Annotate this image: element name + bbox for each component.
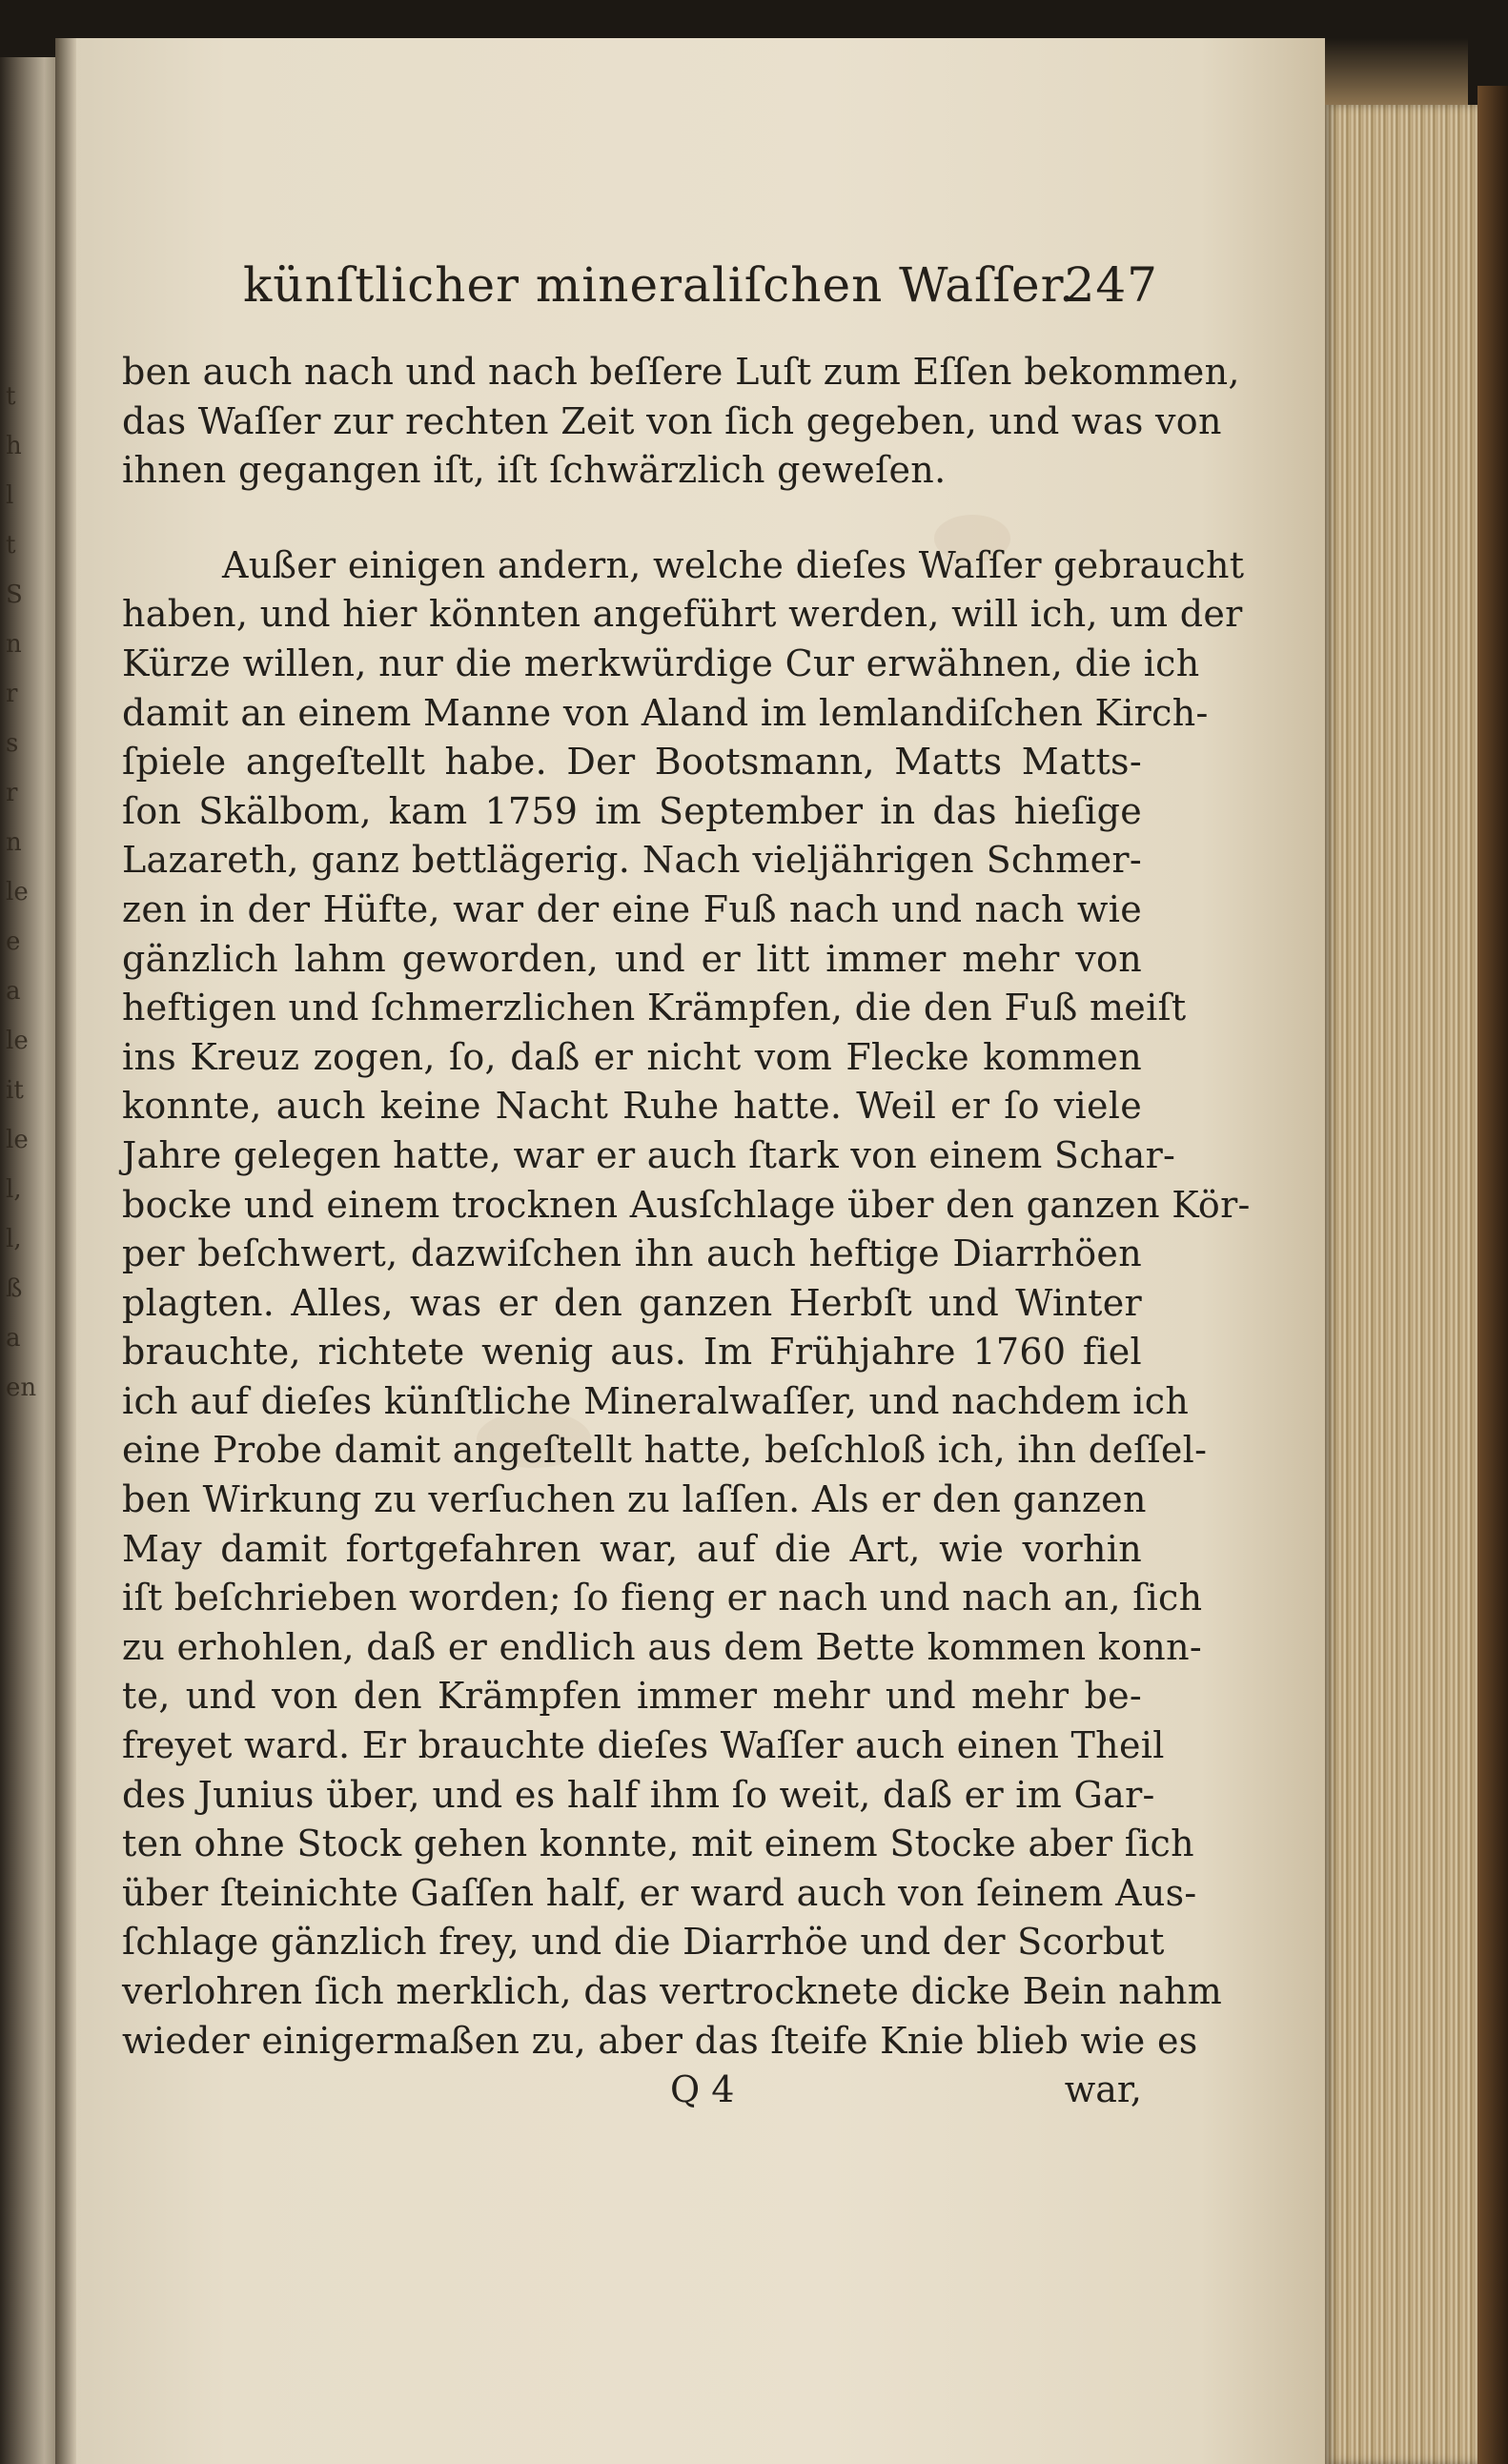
stacked-page-edges [1325, 105, 1477, 2464]
page-footer [122, 2068, 1142, 2126]
text-line: über ſteinichte Gaſſen half, er ward auch von ſeinem Aus- [122, 1871, 1197, 1914]
text-line: te, und von den Krämpfen immer mehr und mehr be- [122, 1675, 1142, 1718]
paragraph-2 [122, 541, 1251, 2066]
text-line: ſpiele angeſtellt habe. Der Bootsmann, Matts Matts- [122, 741, 1142, 784]
previous-page-edge [0, 57, 55, 2464]
text-line: das Waſſer zur rechten Zeit von ſich gegeben, und was von [122, 399, 1222, 442]
book-gutter [55, 38, 76, 2464]
text-line: Jahre gelegen hatte, war er auch ſtark von einem Schar- [122, 1133, 1176, 1176]
paragraph-gap [122, 496, 1142, 541]
paragraph-1 [122, 348, 1240, 496]
text-line: brauchte, richtete wenig aus. Im Frühjahre 1760 fiel [122, 1331, 1142, 1374]
text-line: des Junius über, und es half ihm ſo weit, daß er im Gar- [122, 1773, 1155, 1816]
text-line: gänzlich lahm geworden, und er litt immer mehr von [122, 937, 1142, 980]
text-line: ben Wirkung zu verſuchen zu laſſen. Als er den ganzen [122, 1478, 1147, 1521]
text-line: wieder einigermaßen zu, aber das ſteife Knie blieb wie es [122, 2019, 1198, 2062]
book-cover-edge [1477, 86, 1508, 2464]
text-line: plagten. Alles, was er den ganzen Herbſt und Winter [122, 1281, 1142, 1324]
text-line: verlohren ſich merklich, das vertrocknete dicke Bein nahm [122, 1970, 1223, 2012]
text-line: Lazareth, ganz bettlägerig. Nach vieljährigen Schmer- [122, 839, 1142, 882]
text-line: konnte, auch keine Nacht Ruhe hatte. Weil er ſo viele [122, 1085, 1142, 1128]
text-line: ben auch nach und nach beſſere Luſt zum Eſſen bekommen, [122, 351, 1240, 393]
running-head [243, 257, 1158, 324]
text-line: Außer einigen andern, welche dieſes Waſſer gebraucht [222, 543, 1245, 586]
text-line: per beſchwert, dazwiſchen ihn auch heftige Diarrhöen [122, 1232, 1142, 1275]
text-line: heftigen und ſchmerzlichen Krämpfen, die den Fuß meiſt [122, 987, 1187, 1029]
page-number: 247 [1064, 257, 1158, 313]
catchword: war, [1064, 2068, 1142, 2110]
text-line: ich auf dieſes künſtliche Mineralwaſſer, und nachdem ich [122, 1379, 1190, 1422]
text-line: haben, und hier könnten angeführt werden, will ich, um der [122, 593, 1243, 636]
text-line: Kürze willen, nur die merkwürdige Cur erwähnen, die ich [122, 641, 1200, 684]
text-line: zen in der Hüfte, war der eine Fuß nach und nach wie [122, 887, 1142, 930]
text-line: iſt beſchrieben worden; ſo fieng er nach und nach an, ſich [122, 1577, 1203, 1619]
text-line: zu erhohlen, daß er endlich aus dem Bette kommen konn- [122, 1625, 1202, 1668]
text-line: bocke und einem trocknen Ausſchlage über den ganzen Kör- [122, 1183, 1251, 1226]
previous-page-text-fragment: t h l t S n r s r n le e a le it le l, l, ß a en [6, 382, 37, 1402]
running-title: künſtlicher mineraliſchen Waſſer. [243, 257, 1075, 313]
text-line: eine Probe damit angeſtellt hatte, beſchloß ich, ihn deſſel- [122, 1429, 1208, 1472]
signature-mark: Q 4 [670, 2068, 735, 2110]
text-line: freyet ward. Er brauchte dieſes Waſſer auch einen Theil [122, 1724, 1165, 1767]
text-line: damit an einem Manne von Aland im lemlandiſchen Kirch- [122, 691, 1209, 734]
text-line: ten ohne Stock gehen konnte, mit einem Stocke aber ſich [122, 1823, 1194, 1865]
text-line: ihnen gegangen iſt, iſt ſchwärzlich geweſen. [122, 449, 947, 492]
page-edge-top-shadow [1325, 38, 1468, 105]
text-line: ins Kreuz zogen, ſo, daß er nicht vom Flecke kommen [122, 1035, 1142, 1078]
text-line: May damit fortgefahren war, auf die Art, wie vorhin [122, 1527, 1142, 1570]
body-text [122, 348, 1251, 2066]
text-line: ſchlage gänzlich frey, und die Diarrhöe und der Scorbut [122, 1921, 1165, 1964]
text-line: ſon Skälbom, kam 1759 im September in das hieſige [122, 789, 1142, 832]
